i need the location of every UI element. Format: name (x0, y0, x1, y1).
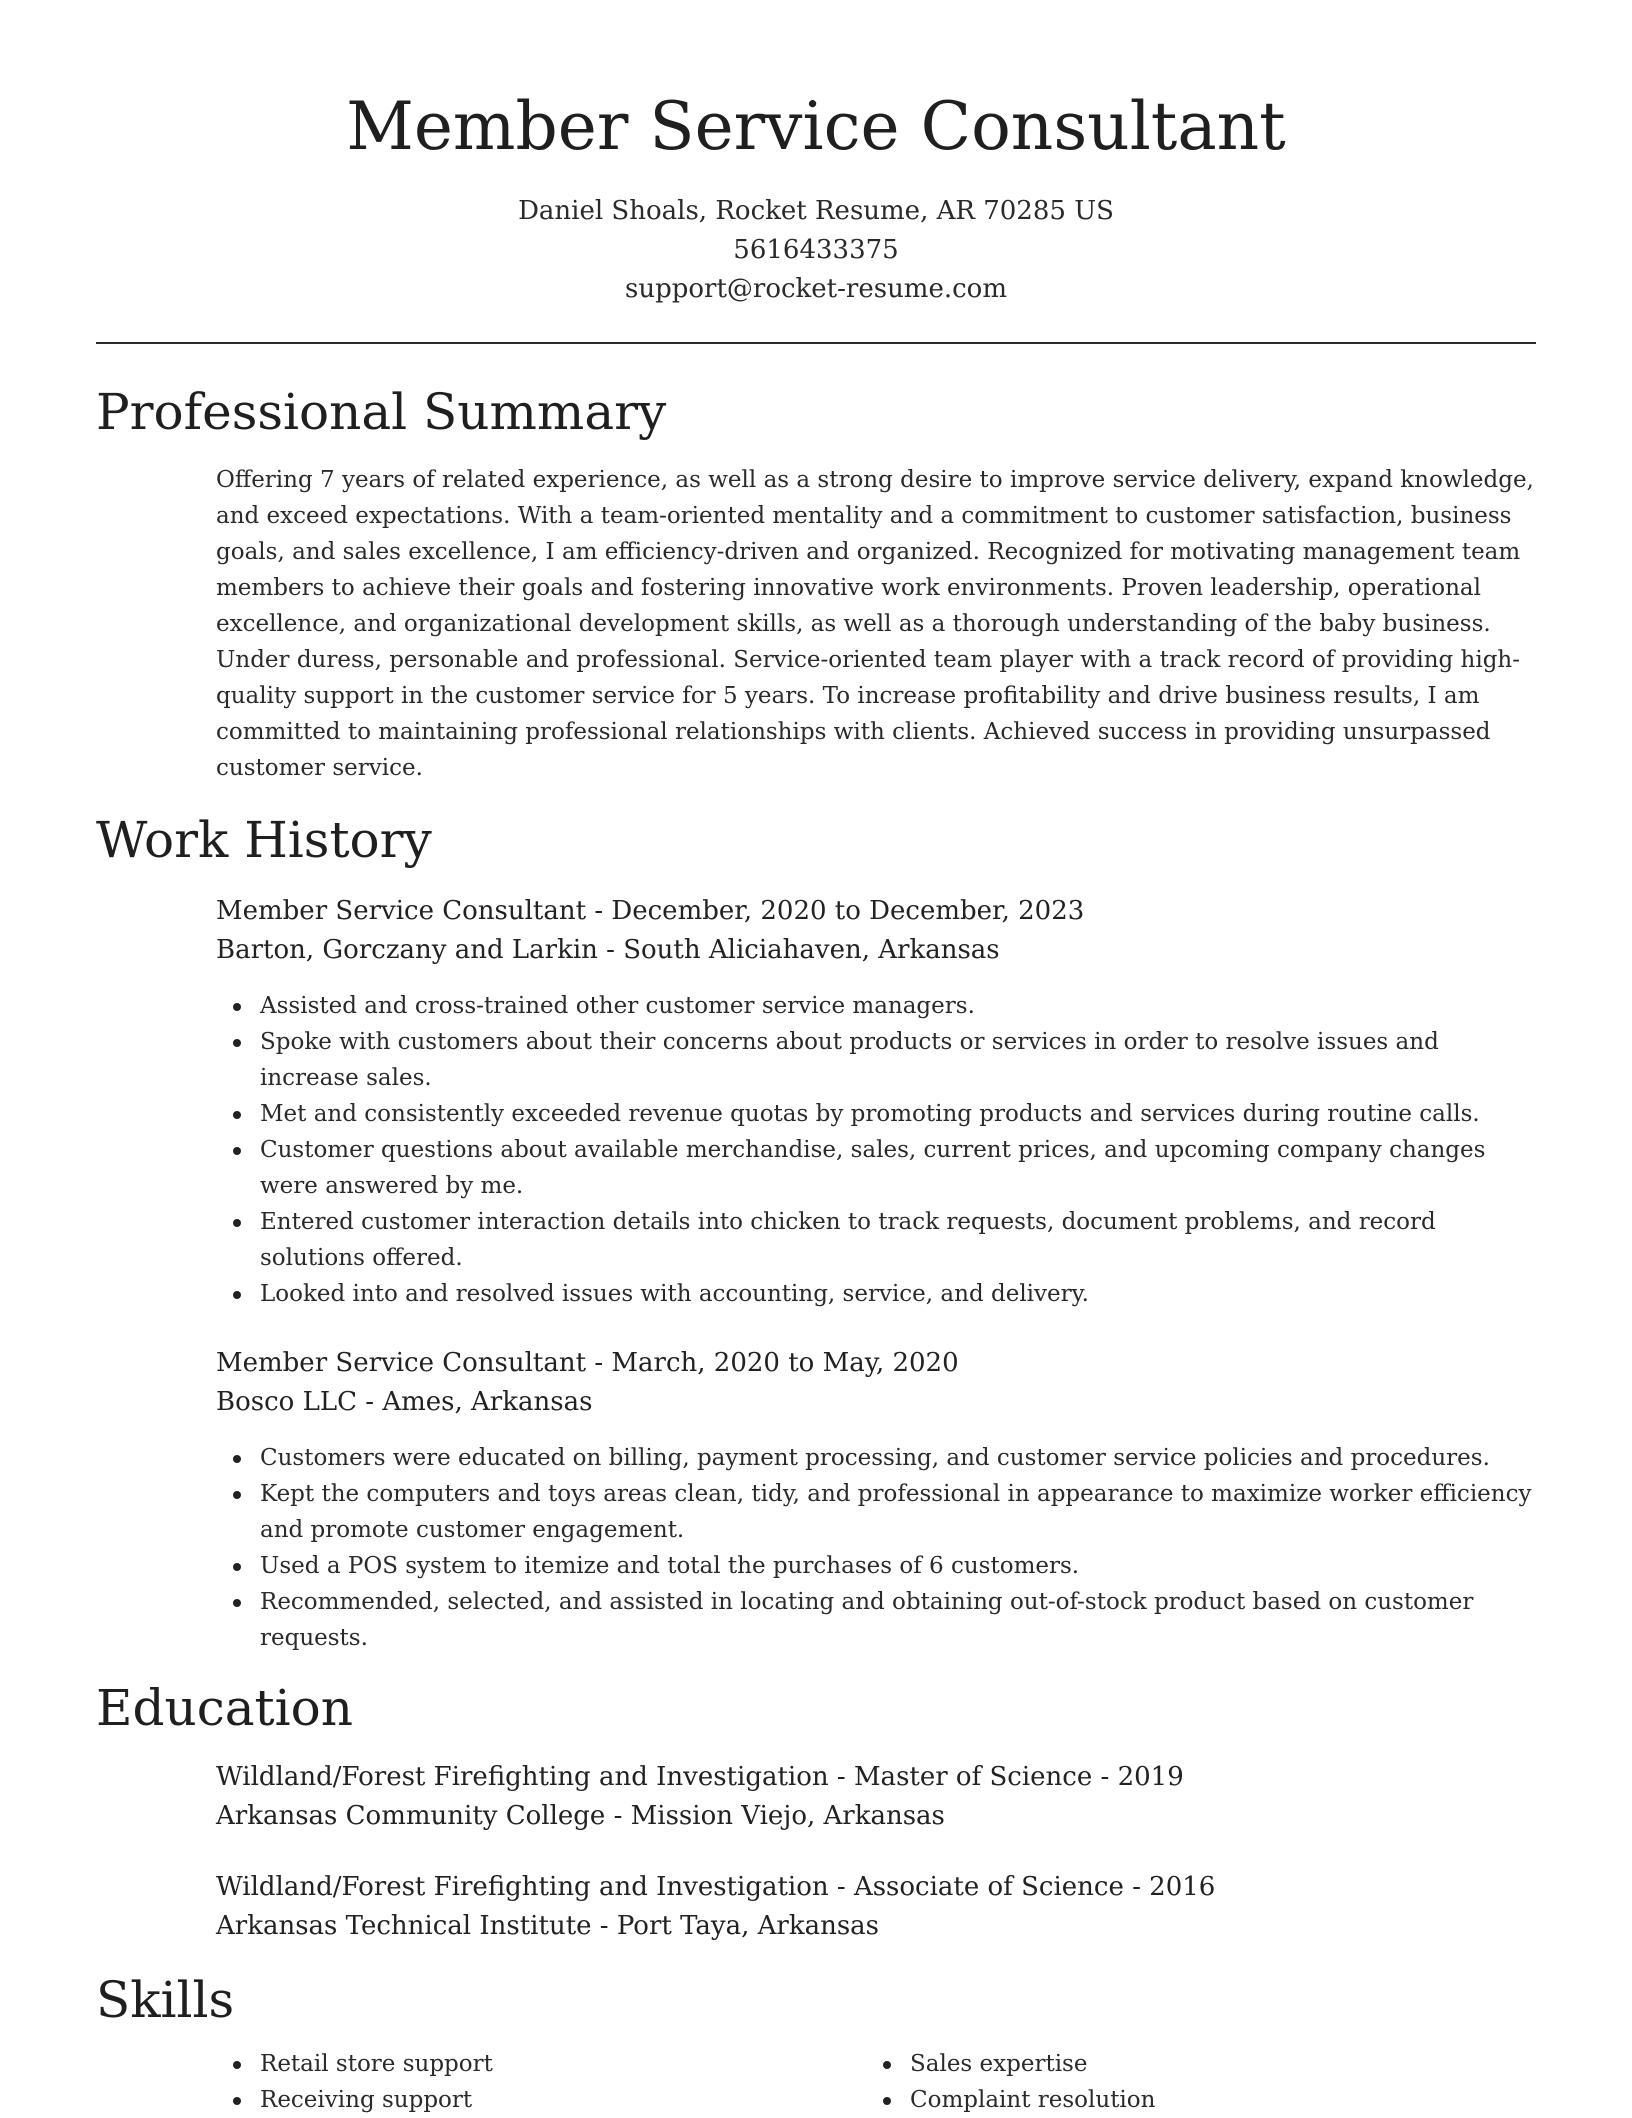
header-divider (96, 342, 1536, 344)
summary-text: Offering 7 years of related experience, as well as a strong desire to improve service delivery, expand knowledge, and exceed expectations. With a team-oriented mentality and a commitment to customer satisfaction, business goals, and sales excellence, I am efficiency-driven and organized. Recognized for motivating management team members to achieve their goals and fostering innovative work environments. Proven leadership, operational excellence, and organizational development skills, as well as a thorough understanding of the baby business. Under duress, personable and professional. Service-oriented team player with a track record of providing high-quality support in the customer service for 5 years. To increase profitability and drive business results, I am committed to maintaining professional relationships with clients. Achieved success in providing unsurpassed customer service. (216, 467, 1534, 781)
job-1-bullets (216, 988, 1538, 1312)
education-1-degree-line (216, 1758, 1538, 1797)
education-1-school: Arkansas Community College (216, 1801, 606, 1831)
education-heading: Education (96, 1679, 353, 1737)
job-1-title-line (216, 892, 1538, 931)
list-item: Assisted and cross-trained other customer service managers. (216, 988, 1538, 1024)
job-1-company: Barton, Gorczany and Larkin (216, 935, 598, 965)
education-2-school-line (216, 1907, 1538, 1946)
job-1-company-line (216, 931, 1538, 970)
list-item: Customer questions about available merchandise, sales, current prices, and upcoming company changes were answered by me. (216, 1132, 1538, 1204)
education-1-location: - Mission Viejo, Arkansas (605, 1801, 945, 1831)
skill-item: Retail store support (216, 2046, 816, 2082)
work-history-heading: Work History (96, 811, 432, 869)
job-1-dates: - December, 2020 to December, 2023 (586, 896, 1085, 926)
education-1-field: Wildland/Forest Firefighting and Investigation (216, 1762, 829, 1792)
list-item: Kept the computers and toys areas clean, tidy, and professional in appearance to maximize worker efficiency and promote customer engagement. (216, 1476, 1538, 1548)
skill-item: Complaint resolution (866, 2082, 1466, 2118)
education-2-year: - 2016 (1123, 1872, 1216, 1902)
contact-email: support@rocket-resume.com (624, 274, 1007, 304)
contact-phone: 5616433375 (733, 235, 899, 265)
list-item: Met and consistently exceeded revenue quotas by promoting products and services during routine calls. (216, 1096, 1538, 1132)
list-item: Customers were educated on billing, payment processing, and customer service policies and procedures. (216, 1440, 1538, 1476)
list-item: Used a POS system to itemize and total the purchases of 6 customers. (216, 1548, 1538, 1584)
education-1-school-line (216, 1797, 1538, 1836)
resume-title: Member Service Consultant (346, 88, 1286, 165)
job-2-location: - Ames, Arkansas (357, 1387, 593, 1417)
education-1-year: - 2019 (1092, 1762, 1184, 1792)
education-2-degree: - Associate of Science (828, 1872, 1124, 1902)
job-2-title-line (216, 1344, 1538, 1383)
list-item: Spoke with customers about their concerns about products or services in order to resolve issues and increase sales. (216, 1024, 1538, 1096)
list-item: Looked into and resolved issues with accounting, service, and delivery. (216, 1276, 1538, 1312)
education-2-field: Wildland/Forest Firefighting and Investigation (216, 1872, 829, 1902)
job-2-company: Bosco LLC (216, 1387, 358, 1417)
education-2-school: Arkansas Technical Institute (216, 1911, 592, 1941)
contact-block (0, 192, 1632, 309)
skill-item: Receiving support (216, 2082, 816, 2118)
skill-item: Sales expertise (866, 2046, 1466, 2082)
list-item: Recommended, selected, and assisted in locating and obtaining out-of-stock product based on customer requests. (216, 1584, 1538, 1656)
job-2-dates: - March, 2020 to May, 2020 (586, 1348, 959, 1378)
education-1-degree: - Master of Science (828, 1762, 1093, 1792)
job-2-bullets (216, 1440, 1538, 1656)
education-2-location: - Port Taya, Arkansas (591, 1911, 880, 1941)
skills-heading: Skills (96, 1971, 235, 2029)
job-1-location: - South Aliciahaven, Arkansas (597, 935, 1000, 965)
summary-heading: Professional Summary (96, 383, 667, 441)
skills-list-right (866, 2046, 1466, 2118)
job-2-title: Member Service Consultant (216, 1348, 587, 1378)
skills-list-left (216, 2046, 816, 2118)
contact-address: Daniel Shoals, Rocket Resume, AR 70285 US (518, 196, 1114, 226)
job-2-company-line (216, 1383, 1538, 1422)
education-2-degree-line (216, 1868, 1538, 1907)
list-item: Entered customer interaction details into chicken to track requests, document problems, and record solutions offered. (216, 1204, 1538, 1276)
job-1-title: Member Service Consultant (216, 896, 587, 926)
